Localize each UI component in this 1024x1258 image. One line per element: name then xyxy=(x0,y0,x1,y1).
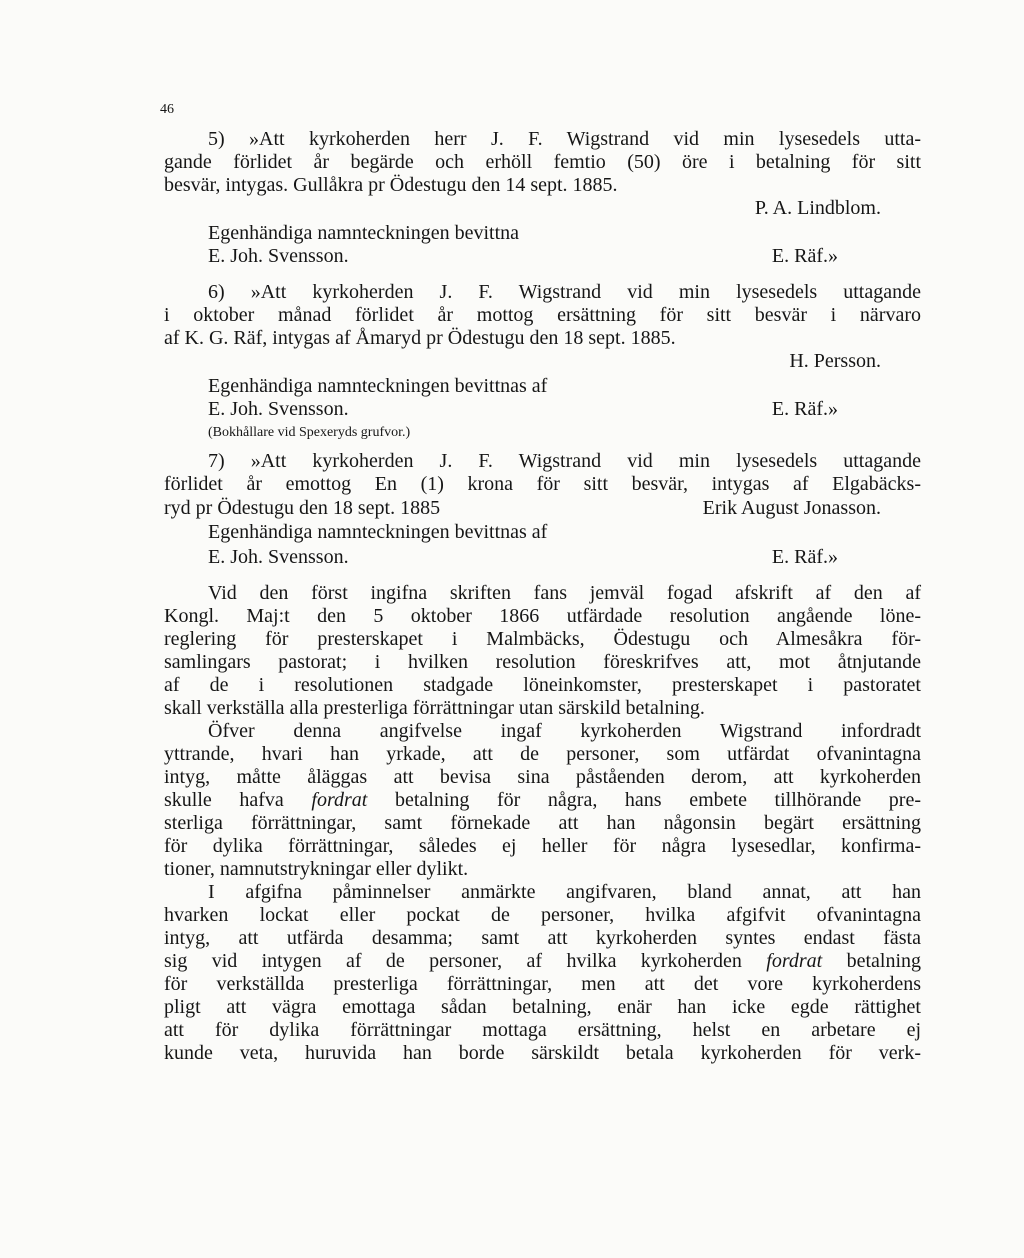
witness-name: E. Joh. Svensson. xyxy=(208,245,349,267)
text-line: 6) »Att kyrkoherden J. F. Wigstrand vid min lysesedels uttagande xyxy=(208,281,921,303)
text-line: 7) »Att kyrkoherden J. F. Wigstrand vid min lysesedels uttagande xyxy=(208,450,921,472)
witness-name: E. Joh. Svensson. xyxy=(208,398,349,420)
text-line: förlidet år emottog En (1) krona för sitt besvär, intygas af Elgabäcks- xyxy=(164,473,921,495)
witness-line xyxy=(208,245,838,267)
witness-name: E. Räf.» xyxy=(771,245,838,267)
text-line xyxy=(164,950,921,972)
signature-line: H. Persson. xyxy=(789,350,881,372)
text-line: i oktober månad förlidet år mottog ersättning för sitt besvär i närvaro xyxy=(164,304,921,326)
text-line: Egenhändiga namnteckningen bevittnas af xyxy=(208,375,548,397)
text-segment: ryd pr Ödestugu den 18 sept. 1885 xyxy=(164,497,441,519)
text-line: reglering för presterskapet i Malmbäcks, Ödestugu och Almesåkra för- xyxy=(164,628,921,650)
text-line: hvarken lockat eller pockat de personer, hvilka afgifvit ofvanintagna xyxy=(164,904,921,926)
text-line: intyg, måtte åläggas att bevisa sina påståenden derom, att kyrkoherden xyxy=(164,766,921,788)
text-line xyxy=(164,497,881,519)
text-line: besvär, intygas. Gullåkra pr Ödestugu den 14 sept. 1885. xyxy=(164,174,618,196)
text-line: för dylika förrättningar, således ej heller för några lysesedlar, konfirma- xyxy=(164,835,921,857)
text-line: skall verkställa alla presterliga förrättningar utan särskild betalning. xyxy=(164,697,705,719)
witness-name: E. Räf.» xyxy=(771,546,838,568)
text-segment: sig vid intygen af de personer, af hvilka kyrkoherden xyxy=(164,950,742,972)
text-line: gande förlidet år begärde och erhöll femtio (50) öre i betalning för sitt xyxy=(164,151,921,173)
text-line: yttrande, hvari han yrkade, att de personer, som utfärdat ofvanintagna xyxy=(164,743,921,765)
text-line: I afgifna påminnelser anmärkte angifvaren, bland annat, att han xyxy=(208,881,921,903)
text-segment: skulle hafva xyxy=(164,789,284,811)
text-line: Öfver denna angifvelse ingaf kyrkoherden Wigstrand infordradt xyxy=(208,720,921,742)
text-line xyxy=(164,789,921,811)
witness-line xyxy=(208,398,838,420)
witness-line xyxy=(208,546,838,568)
text-line: sterliga förrättningar, samt förnekade att han någonsin begärt ersättning xyxy=(164,812,921,834)
text-line: af de i resolutionen stadgade löneinkomster, presterskapet i pastoratet xyxy=(164,674,921,696)
text-segment: betalning för några, hans embete tillhörande pre- xyxy=(394,789,921,811)
page-number: 46 xyxy=(160,102,174,117)
text-segment: betalning xyxy=(846,950,922,972)
text-line: Kongl. Maj:t den 5 oktober 1866 utfärdade resolution angående löne- xyxy=(164,605,921,627)
witness-name: E. Räf.» xyxy=(771,398,838,420)
italic-word: fordrat xyxy=(311,789,368,811)
signature-name: Erik August Jonasson. xyxy=(702,497,881,519)
text-line: Egenhändiga namnteckningen bevittna xyxy=(208,222,520,244)
text-line-small: (Bokhållare vid Spexeryds grufvor.) xyxy=(208,425,411,440)
text-line: för verkställda presterliga förrättningar, men att det vore kyrkoherdens xyxy=(164,973,921,995)
text-line: Egenhändiga namnteckningen bevittnas af xyxy=(208,521,548,543)
text-line: kunde veta, huruvida han borde särskildt betala kyrkoherden för verk- xyxy=(164,1042,921,1064)
text-line: 5) »Att kyrkoherden herr J. F. Wigstrand vid min lysesedels utta- xyxy=(208,128,921,150)
text-line: Vid den först ingifna skriften fans jemväl fogad afskrift af den af xyxy=(208,582,921,604)
text-line: af K. G. Räf, intygas af Åmaryd pr Ödestugu den 18 sept. 1885. xyxy=(164,327,676,349)
text-line: tioner, namnutstrykningar eller dylikt. xyxy=(164,858,469,880)
signature-line: P. A. Lindblom. xyxy=(754,197,881,219)
witness-name: E. Joh. Svensson. xyxy=(208,546,349,568)
text-line: samlingars pastorat; i hvilken resolution föreskrifves att, mot åtnjutande xyxy=(164,651,921,673)
text-line: pligt att vägra emottaga sådan betalning, enär han icke egde rättighet xyxy=(164,996,921,1018)
text-line: att för dylika förrättningar mottaga ersättning, helst en arbetare ej xyxy=(164,1019,921,1041)
text-line: intyg, att utfärda desamma; samt att kyrkoherden syntes endast fästa xyxy=(164,927,921,949)
italic-word: fordrat xyxy=(766,950,823,972)
